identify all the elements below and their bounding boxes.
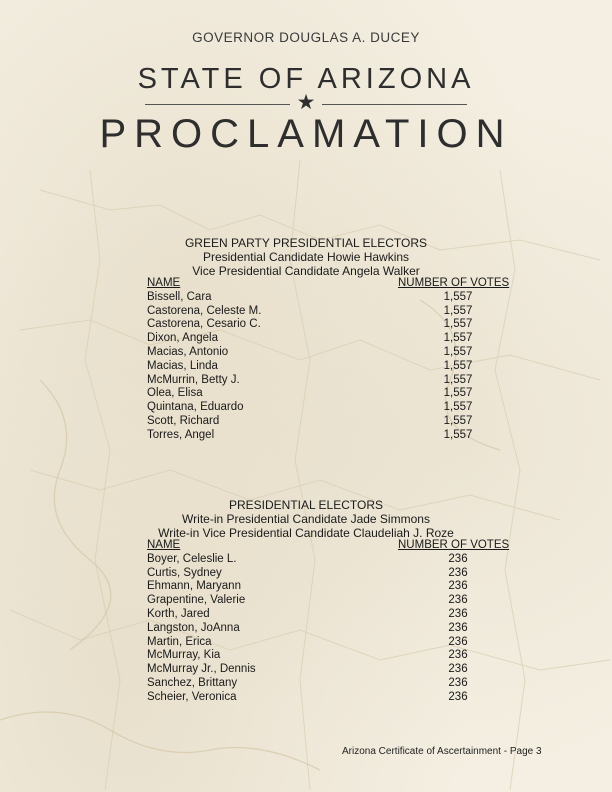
write-in-electors-section [0, 498, 612, 540]
table-row [147, 360, 517, 374]
elector-votes: 236 [448, 566, 468, 579]
table-row [147, 594, 517, 608]
elector-votes: 236 [448, 580, 468, 593]
column-header-votes: NUMBER OF VOTES [398, 539, 510, 551]
green-party-electors-table [147, 277, 517, 443]
elector-name: McMurray Jr., Dennis [147, 663, 256, 676]
section-title: GREEN PARTY PRESIDENTIAL ELECTORS [184, 236, 428, 250]
table-row [147, 691, 517, 705]
elector-votes: 236 [448, 552, 468, 565]
elector-name: Castorena, Celeste M. [147, 304, 262, 317]
divider-line-right [322, 104, 467, 105]
table-row [147, 346, 517, 360]
presidential-candidate: Write-in Presidential Candidate Jade Simmons [182, 512, 430, 526]
elector-name: Bissell, Cara [147, 290, 212, 303]
elector-name: Dixon, Angela [147, 332, 218, 345]
table-row [147, 305, 517, 319]
vice-presidential-candidate: Write-in Vice Presidential Candidate Claudeliah J. Roze [158, 526, 454, 540]
table-row [147, 567, 517, 581]
table-row [147, 318, 517, 332]
elector-name: Boyer, Celeslie L. [147, 552, 237, 565]
elector-name: McMurrin, Betty J. [147, 373, 240, 386]
page-footer: Arizona Certificate of Ascertainment - Page 3 [342, 746, 542, 757]
elector-votes: 1,557 [443, 345, 473, 358]
elector-votes: 236 [448, 594, 468, 607]
star-icon: ★ [296, 91, 316, 114]
elector-votes: 1,557 [443, 373, 473, 386]
elector-votes: 236 [448, 690, 468, 703]
table-row [147, 291, 517, 305]
elector-name: Korth, Jared [147, 607, 210, 620]
state-title: STATE OF ARIZONA [137, 63, 475, 95]
write-in-electors-table [147, 539, 517, 705]
elector-name: Scheier, Veronica [147, 690, 237, 703]
table-row [147, 401, 517, 415]
table-row [147, 622, 517, 636]
table-row [147, 415, 517, 429]
table-row [147, 553, 517, 567]
section-title: PRESIDENTIAL ELECTORS [228, 498, 384, 512]
table-row [147, 374, 517, 388]
elector-name: Castorena, Cesario C. [147, 318, 261, 331]
table-row [147, 636, 517, 650]
elector-name: Olea, Elisa [147, 387, 203, 400]
elector-name: Quintana, Eduardo [147, 401, 244, 414]
table-header [147, 539, 517, 553]
elector-name: Macias, Antonio [147, 345, 229, 358]
elector-votes: 1,557 [443, 318, 473, 331]
elector-votes: 236 [448, 635, 468, 648]
elector-name: Macias, Linda [147, 359, 218, 372]
elector-votes: 1,557 [443, 290, 473, 303]
table-row [147, 663, 517, 677]
star-divider [145, 91, 467, 114]
column-header-votes: NUMBER OF VOTES [398, 277, 510, 289]
table-row [147, 387, 517, 401]
elector-name: Curtis, Sydney [147, 566, 222, 579]
table-row [147, 677, 517, 691]
table-row [147, 649, 517, 663]
elector-votes: 1,557 [443, 414, 473, 427]
vice-presidential-candidate: Vice Presidential Candidate Angela Walker [192, 264, 420, 278]
elector-votes: 236 [448, 676, 468, 689]
elector-name: McMurray, Kia [147, 649, 221, 662]
column-header-name: NAME [147, 539, 181, 551]
elector-name: Langston, JoAnna [147, 621, 240, 634]
table-row [147, 429, 517, 443]
elector-votes: 236 [448, 607, 468, 620]
elector-name: Torres, Angel [147, 428, 215, 441]
elector-votes: 1,557 [443, 428, 473, 441]
elector-votes: 1,557 [443, 332, 473, 345]
table-header [147, 277, 517, 291]
elector-votes: 236 [448, 663, 468, 676]
elector-votes: 1,557 [443, 359, 473, 372]
table-row [147, 332, 517, 346]
column-header-name: NAME [147, 277, 181, 289]
green-party-electors-section [0, 236, 612, 278]
presidential-candidate: Presidential Candidate Howie Hawkins [202, 250, 410, 264]
elector-name: Sanchez, Brittany [147, 676, 238, 689]
table-row [147, 580, 517, 594]
elector-votes: 236 [448, 621, 468, 634]
table-row [147, 608, 517, 622]
elector-votes: 236 [448, 649, 468, 662]
proclamation-title: PROCLAMATION [99, 112, 513, 156]
divider-line-left [145, 104, 290, 105]
elector-votes: 1,557 [443, 304, 473, 317]
elector-name: Grapentine, Valerie [147, 594, 246, 607]
elector-votes: 1,557 [443, 387, 473, 400]
elector-votes: 1,557 [443, 401, 473, 414]
elector-name: Ehmann, Maryann [147, 580, 241, 593]
elector-name: Martin, Erica [147, 635, 212, 648]
elector-name: Scott, Richard [147, 414, 220, 427]
governor-name: GOVERNOR DOUGLAS A. DUCEY [192, 30, 420, 45]
